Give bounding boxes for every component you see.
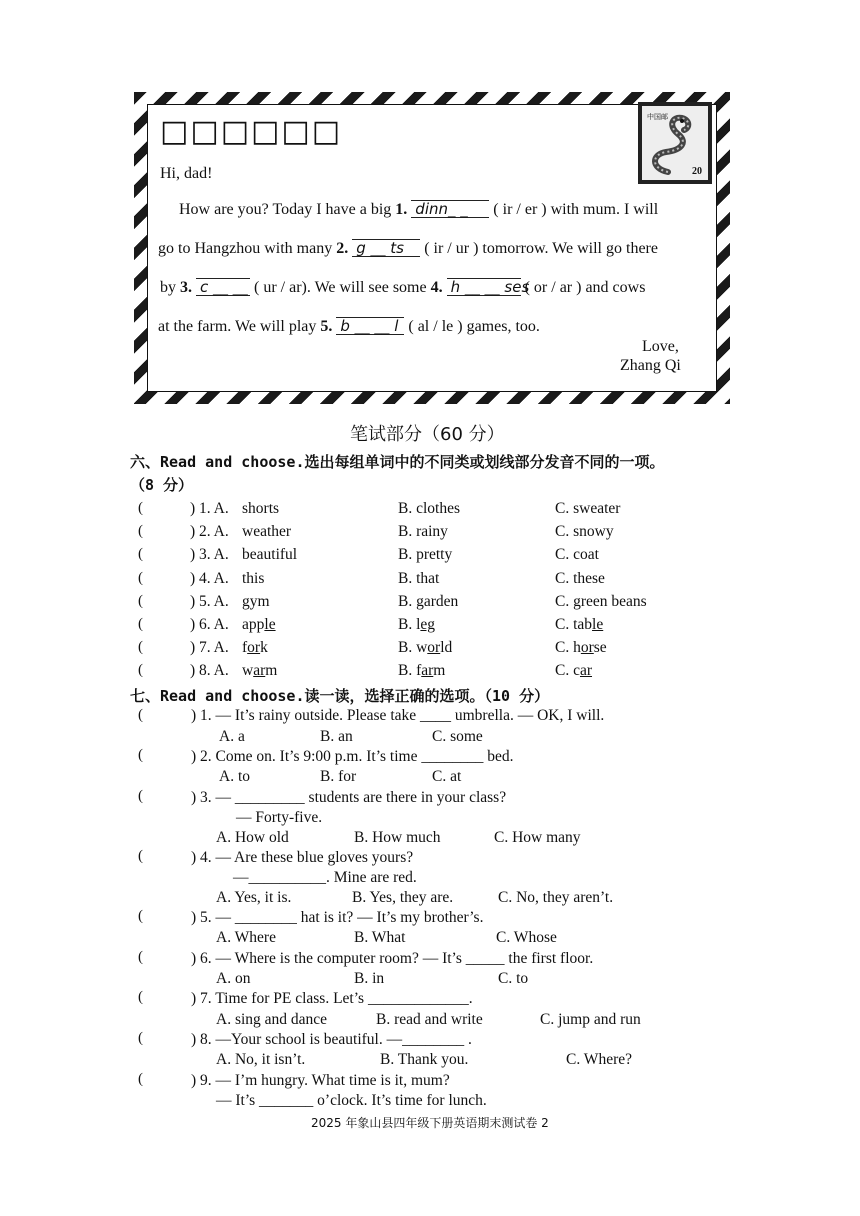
q7-8-opt-b: B. Thank you.: [380, 1051, 469, 1068]
answer-paren[interactable]: (: [138, 1030, 143, 1046]
answer-paren[interactable]: (: [138, 908, 143, 924]
option-c: C. these: [555, 569, 605, 587]
section-6-score: （8 分）: [130, 476, 194, 494]
q7-4-opt-b: B. Yes, they are.: [352, 889, 454, 906]
written-section-heading: 笔试部分（60 分）: [350, 424, 505, 445]
stamp-value: 20: [692, 166, 702, 177]
question-number: ) 2. A.: [190, 523, 229, 541]
option-b: B. clothes: [398, 500, 460, 517]
option-b: B. rainy: [398, 523, 448, 541]
letter-line-1: How are you? Today I have a big 1. dinn_ _ ( ir / er ) with mum. I will: [179, 200, 659, 218]
letter-greeting: Hi, dad!: [160, 165, 213, 182]
answer-paren[interactable]: (: [138, 848, 143, 864]
question-number: ) 4. A.: [190, 569, 229, 587]
q7-5-opt-a: A. Where: [216, 929, 276, 946]
answer-paren[interactable]: (: [138, 747, 143, 763]
section-7-title: 七、Read and choose.读一读，选择正确的选项。（10 分）: [130, 687, 550, 705]
q7-4-opt-a: A. Yes, it is.: [216, 889, 292, 906]
q7-8-stem: ) 8. —Your school is beautiful. —________ .: [191, 1031, 472, 1048]
option-c: C. coat: [555, 546, 599, 564]
option-a: gym: [242, 592, 270, 610]
option-c: C. horse: [555, 639, 607, 657]
page-footer: 2025 年象山县四年级下册英语期末测试卷 2: [311, 1116, 549, 1130]
answer-paren[interactable]: (: [138, 1071, 143, 1087]
q7-2-opt-c: C. at: [432, 768, 462, 785]
letter-line-4: at the farm. We will play 5. b __ __ l ( al / le ) games, too.: [158, 317, 540, 335]
section-6-title: 六、Read and choose.选出每组单词中的不同类或划线部分发音不同的一项。: [130, 453, 665, 471]
question-number: ) 8. A.: [190, 662, 229, 680]
blank-1: dinn_ _: [411, 200, 489, 218]
q7-5-opt-b: B. What: [354, 929, 406, 946]
answer-paren[interactable]: (: [138, 616, 143, 632]
answer-paren[interactable]: (: [138, 546, 143, 563]
option-a: beautiful: [242, 546, 298, 564]
option-c: C. table: [555, 616, 604, 633]
answer-paren[interactable]: (: [138, 523, 143, 540]
blank-2: g __ ts: [352, 239, 420, 257]
q7-4-opt-c: C. No, they aren’t.: [498, 889, 614, 906]
snake-stamp-image: [638, 102, 712, 184]
option-b: B. world: [398, 639, 453, 657]
q7-8-opt-a: A. No, it isn’t.: [216, 1051, 306, 1068]
letter-closing: Love,: [642, 338, 679, 355]
q7-7-opt-b: B. read and write: [376, 1011, 483, 1028]
option-b: B. farm: [398, 662, 446, 680]
option-a: apple: [242, 616, 276, 633]
q7-1-opt-a: A. a: [219, 728, 245, 745]
option-b: B. pretty: [398, 546, 453, 564]
option-b: B. leg: [398, 616, 436, 633]
option-a: weather: [242, 523, 292, 541]
q7-3-opt-c: C. How many: [494, 829, 581, 846]
option-a: shorts: [242, 500, 280, 517]
q7-4-sub: —__________. Mine are red.: [233, 869, 417, 886]
question-number: ) 7. A.: [190, 639, 229, 657]
option-c: C. sweater: [555, 500, 621, 517]
q7-9-stem: ) 9. — I’m hungry. What time is it, mum?: [191, 1072, 450, 1089]
option-c: C. car: [555, 662, 593, 680]
option-a: warm: [242, 662, 278, 680]
answer-paren[interactable]: (: [138, 569, 143, 586]
q7-4-stem: ) 4. — Are these blue gloves yours?: [191, 849, 414, 866]
option-b: B. that: [398, 569, 440, 587]
question-number: ) 6. A.: [190, 616, 229, 633]
q7-3-opt-a: A. How old: [216, 829, 289, 846]
answer-paren[interactable]: (: [138, 949, 143, 965]
q7-3-sub: — Forty-five.: [236, 809, 323, 826]
q7-7-stem: ) 7. Time for PE class. Let’s _____________.: [191, 990, 473, 1007]
question-number: ) 1. A.: [190, 500, 229, 517]
q7-6-stem: ) 6. — Where is the computer room? — It’s _____ the first floor.: [191, 950, 594, 967]
q7-1-opt-b: B. an: [320, 728, 353, 745]
answer-paren[interactable]: (: [138, 500, 143, 516]
q7-5-stem: ) 5. — ________ hat is it? — It’s my brother’s.: [191, 909, 484, 926]
q7-6-opt-c: C. to: [498, 970, 529, 987]
option-a: this: [242, 569, 265, 587]
letter-line-2: go to Hangzhou with many 2. g __ ts ( ir / ur ) tomorrow. We will go there: [158, 239, 658, 257]
question-number: ) 5. A.: [190, 592, 229, 610]
stamp-country: 中国邮: [647, 113, 668, 121]
letter-title: □□□□□□: [160, 114, 343, 149]
answer-paren[interactable]: (: [138, 662, 143, 679]
q7-3-stem: ) 3. — _________ students are there in your class?: [191, 789, 507, 806]
answer-paren[interactable]: (: [138, 989, 143, 1005]
answer-paren[interactable]: (: [138, 592, 143, 609]
q7-6-opt-a: A. on: [216, 970, 251, 987]
q7-5-opt-c: C. Whose: [496, 929, 557, 946]
q7-9-sub: — It’s _______ o’clock. It’s time for lunch.: [216, 1092, 487, 1109]
q7-1-stem: ) 1. — It’s rainy outside. Please take ____ umbrella. — OK, I will.: [191, 707, 605, 724]
question-number: ) 3. A.: [190, 546, 229, 564]
option-a: fork: [242, 639, 268, 657]
letter-line-3: by 3. c __ __ ( ur / ar). We will see some 4. h __ __ ses ( or / ar ) and cows: [160, 278, 646, 296]
option-c: C. green beans: [555, 592, 647, 610]
q7-2-opt-b: B. for: [320, 768, 357, 785]
answer-paren[interactable]: (: [138, 788, 143, 804]
letter-signature: Zhang Qi: [620, 357, 681, 374]
option-b: B. garden: [398, 592, 459, 610]
answer-paren[interactable]: (: [138, 639, 143, 656]
q7-3-opt-b: B. How much: [354, 829, 441, 846]
q7-7-opt-a: A. sing and dance: [216, 1011, 328, 1028]
q7-6-opt-b: B. in: [354, 970, 385, 987]
blank-3: c __ __: [196, 278, 250, 296]
option-c: C. snowy: [555, 523, 614, 541]
blank-5: b __ __ l: [336, 317, 404, 335]
blank-4: h __ __ ses: [447, 278, 521, 296]
answer-paren[interactable]: (: [138, 707, 143, 723]
q7-2-stem: ) 2. Come on. It’s 9:00 p.m. It’s time ________ bed.: [191, 748, 514, 765]
q7-7-opt-c: C. jump and run: [540, 1011, 641, 1028]
q7-2-opt-a: A. to: [219, 768, 250, 785]
q7-8-opt-c: C. Where?: [566, 1051, 632, 1068]
q7-1-opt-c: C. some: [432, 728, 483, 745]
